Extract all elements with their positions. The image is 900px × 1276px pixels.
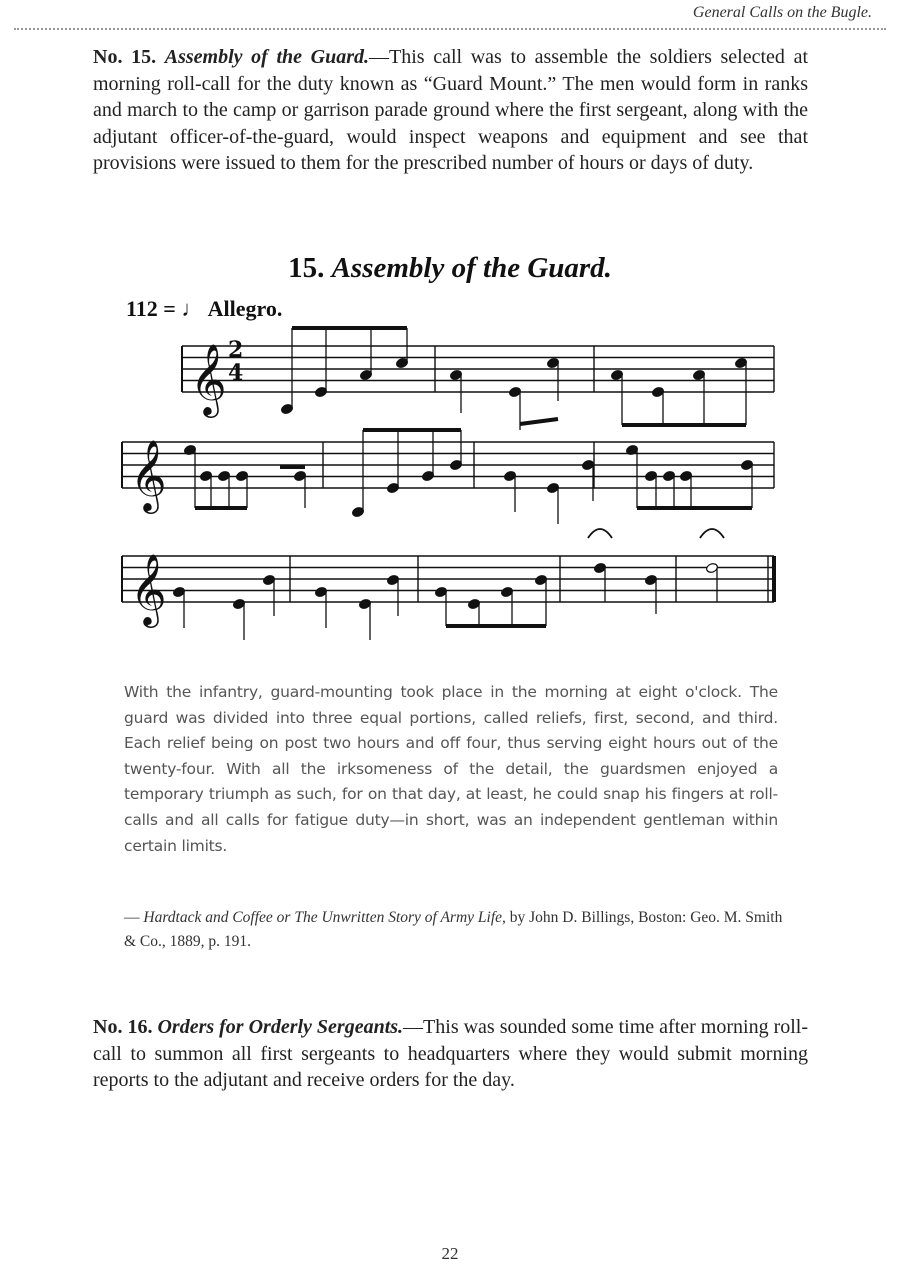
header-rule bbox=[14, 28, 886, 30]
quote-citation bbox=[124, 906, 784, 954]
section-16-name: Orders for Orderly Sergeants. bbox=[157, 1016, 404, 1038]
music-title-name: Assembly of the Guard. bbox=[331, 252, 612, 284]
running-head-text: General Calls on the Bugle. bbox=[692, 4, 872, 21]
running-head bbox=[0, 0, 900, 30]
section-15-paragraph bbox=[93, 44, 808, 177]
section-15-name: Assembly of the Guard. bbox=[164, 46, 369, 68]
music-score bbox=[0, 320, 900, 660]
notes bbox=[172, 328, 753, 640]
treble-clef-icon: 𝄞 bbox=[130, 552, 167, 625]
tempo-text: Allegro. bbox=[207, 296, 283, 321]
quote-block: With the infantry, guard-mounting took place in the morning at eight o'clock. The guard was divided into three equal portions, called reliefs, first, second, and third. Each relief being on post two hours and off four, thus serving eight hours out of the twenty-four. With all the irksomeness of the detail, the guardsmen enjoyed a temporary triumph as such, for on that day, at least, he could snap his fingers at roll-calls and all calls for fatigue duty—in short, was an independent gentleman within certain limits. bbox=[124, 683, 778, 855]
section-16-paragraph bbox=[93, 1014, 808, 1094]
fermata-icon bbox=[700, 529, 724, 538]
page-number: 22 bbox=[441, 1244, 459, 1263]
tempo-value: 112 = bbox=[126, 296, 176, 321]
time-signature-bottom: 4 bbox=[228, 360, 244, 386]
time-signature-top: 2 bbox=[228, 337, 244, 363]
section-16-number: No. 16. bbox=[93, 1016, 153, 1038]
section-15-body: —This call was to assemble the soldiers selected at morning roll-call for the duty known as “Guard Mount.” The men would form in ranks and march to the camp or garrison parade ground where the first sergeant, along with the adjutant officer-of-the-guard, would inspect weapons and equipment and see that provisions were issued to them for the prescribed number of hours or days of duty. bbox=[93, 46, 808, 174]
citation-title: Hardtack and Coffee or The Unwritten Story of Army Life, bbox=[143, 909, 506, 926]
section-16-body: —This was sounded some time after morning roll-call to summon all first sergeants to headquarters where they would submit morning reports to the adjutant and receive orders for the day. bbox=[93, 1016, 809, 1091]
music-title bbox=[0, 252, 900, 285]
tempo-marking bbox=[126, 296, 282, 322]
treble-clef-icon: 𝄞 bbox=[190, 342, 227, 415]
citation-prefix: — bbox=[124, 909, 144, 926]
staves bbox=[122, 342, 774, 628]
citation-rest: by John D. Billings, Boston: Geo. M. Smith & Co., 1889, p. 191. bbox=[124, 909, 783, 950]
fermata-icon bbox=[588, 529, 612, 538]
note-beam bbox=[520, 419, 558, 424]
section-15-number: No. 15. bbox=[93, 46, 157, 68]
treble-clef-icon: 𝄞 bbox=[130, 438, 167, 511]
quarter-note-icon: ♩ bbox=[181, 296, 204, 321]
music-title-number: 15. bbox=[288, 252, 325, 284]
